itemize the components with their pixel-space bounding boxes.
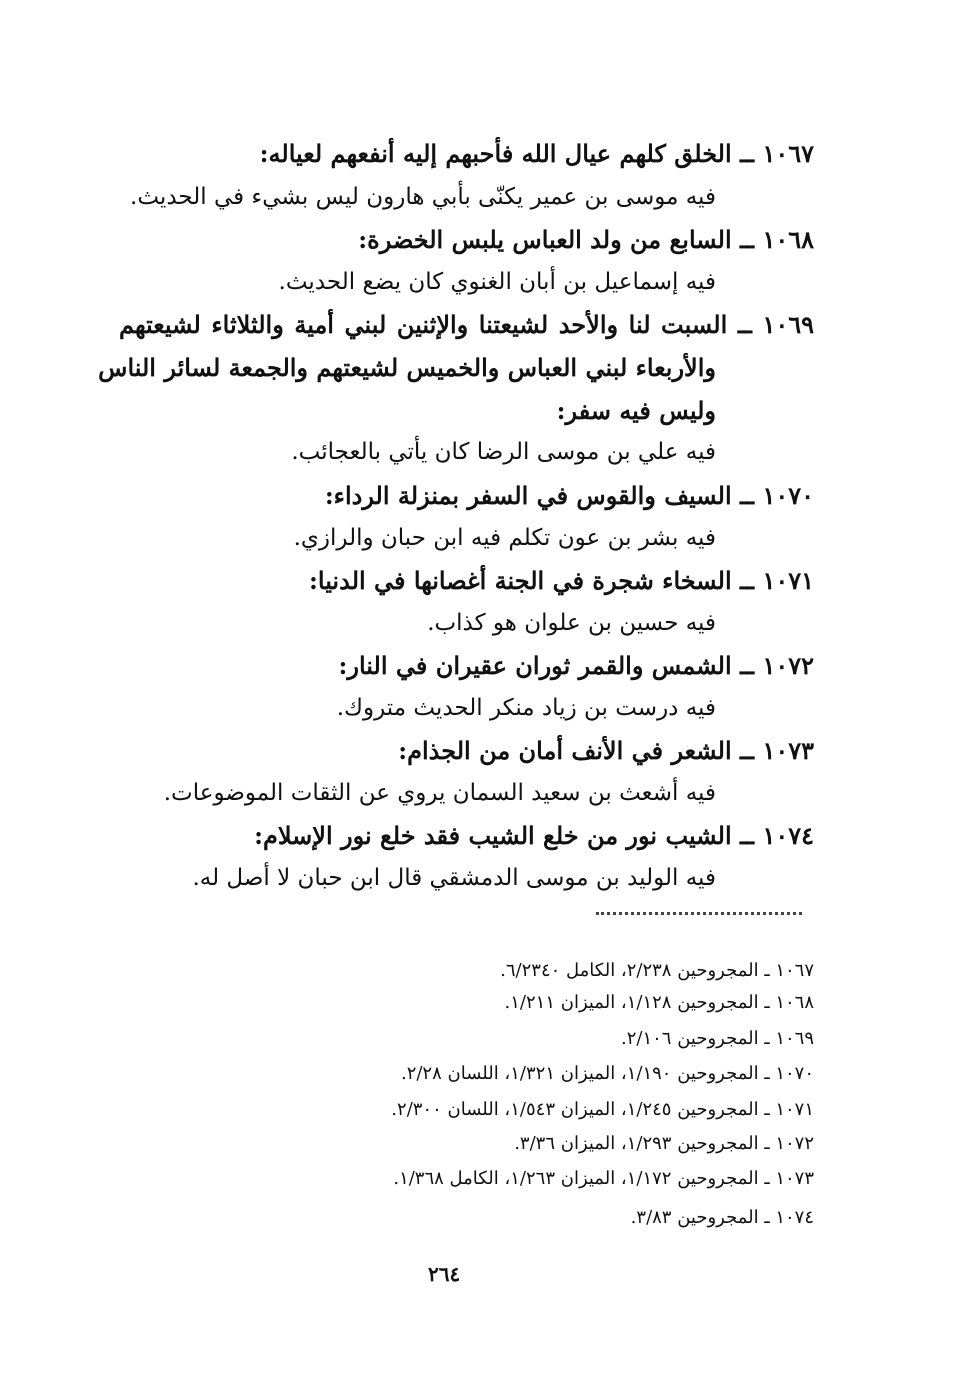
footnote: ١٠٧٤ ـ المجروحين ٣/٨٣. bbox=[630, 1207, 814, 1228]
entry-heading: ١٠٦٩ ــ السبت لنا والأحد لشيعتنا والإثنين لبني أمية والثلاثاء لشيعتهم bbox=[119, 310, 814, 339]
footnote-separator bbox=[596, 912, 802, 921]
footnote: ١٠٦٨ ـ المجروحين ١/١٢٨، الميزان ١/٢١١. bbox=[504, 992, 814, 1013]
footnote: ١٠٦٧ ـ المجروحين ٢/٢٣٨، الكامل ٦/٢٣٤٠. bbox=[500, 960, 814, 981]
entry-heading: ١٠٦٨ ــ السابع من ولد العباس يلبس الخضرة: bbox=[358, 225, 814, 254]
footnote: ١٠٧٣ ـ المجروحين ١/١٧٢، الميزان ١/٢٦٣، الكامل ١/٣٦٨. bbox=[393, 1168, 814, 1189]
entry-heading: ١٠٧٣ ــ الشعر في الأنف أمان من الجذام: bbox=[398, 736, 814, 765]
footnote: ١٠٧١ ـ المجروحين ١/٢٤٥، الميزان ١/٥٤٣، اللسان ٢/٣٠٠. bbox=[391, 1099, 814, 1120]
entry-heading: ١٠٧٢ ــ الشمس والقمر ثوران عقيران في النار: bbox=[338, 651, 814, 680]
entry-body: فيه إسماعيل بن أبان الغنوي كان يضع الحديث. bbox=[278, 269, 716, 295]
entry-body: فيه درست بن زياد منكر الحديث متروك. bbox=[336, 695, 716, 721]
entry-heading-continued: والأربعاء لبني العباس والخميس لشيعتهم والجمعة لسائر الناس bbox=[98, 353, 716, 382]
entry-body: فيه موسى بن عمير يكنّى بأبي هارون ليس بشيء في الحديث. bbox=[130, 184, 716, 210]
entry-body: فيه حسين بن علوان هو كذاب. bbox=[427, 610, 716, 636]
entry-body: فيه أشعث بن سعيد السمان يروي عن الثقات الموضوعات. bbox=[163, 780, 716, 806]
footnote: ١٠٧٠ ـ المجروحين ١/١٩٠، الميزان ١/٣٢١، اللسان ٢/٢٨. bbox=[400, 1063, 814, 1084]
entry-body: فيه الوليد بن موسى الدمشقي قال ابن حبان لا أصل له. bbox=[192, 865, 716, 891]
entry-body: فيه بشر بن عون تكلم فيه ابن حبان والرازي. bbox=[293, 525, 716, 551]
footnote: ١٠٧٢ ـ المجروحين ١/٢٩٣، الميزان ٣/٣٦. bbox=[514, 1133, 814, 1154]
page-number: ٢٦٤ bbox=[428, 1262, 461, 1286]
entry-heading: ١٠٧٠ ــ السيف والقوس في السفر بمنزلة الرداء: bbox=[324, 481, 814, 510]
entry-heading-continued: وليس فيه سفر: bbox=[556, 396, 716, 425]
footnote: ١٠٦٩ ـ المجروحين ٢/١٠٦. bbox=[621, 1028, 814, 1049]
entry-heading: ١٠٦٧ ــ الخلق كلهم عيال الله فأحبهم إليه أنفعهم لعياله: bbox=[259, 139, 814, 168]
entry-heading: ١٠٧٤ ــ الشيب نور من خلع الشيب فقد خلع نور الإسلام: bbox=[254, 821, 814, 850]
entry-heading: ١٠٧١ ــ السخاء شجرة في الجنة أغصانها في الدنيا: bbox=[309, 566, 814, 595]
entry-body: فيه علي بن موسى الرضا كان يأتي بالعجائب. bbox=[291, 439, 716, 465]
